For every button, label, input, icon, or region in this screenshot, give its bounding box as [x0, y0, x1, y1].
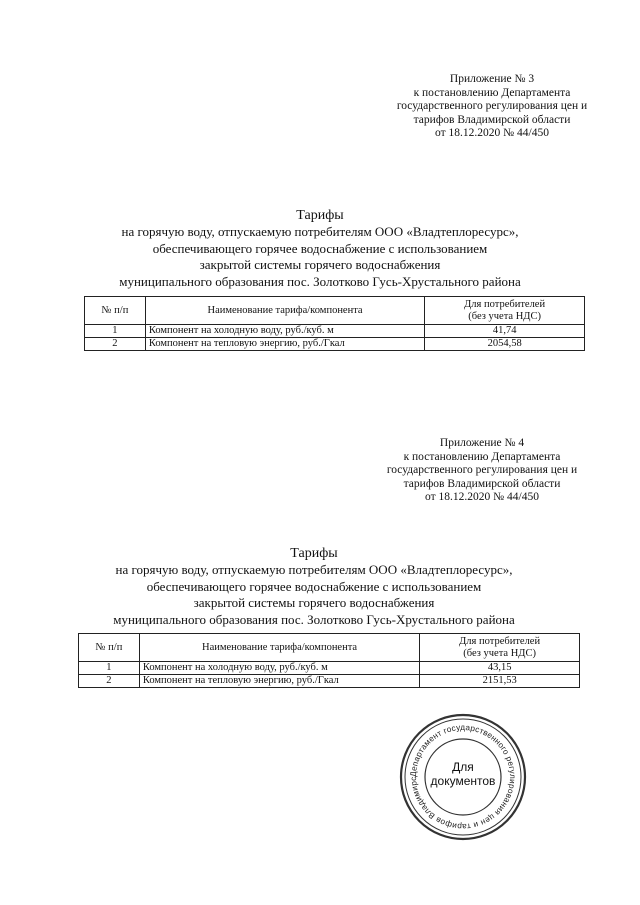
- tariff-subtitle-line: обеспечивающего горячее водоснабжение с использованием: [146, 578, 482, 594]
- row-name: Компонент на холодную воду, руб./куб. м: [139, 662, 419, 675]
- tariff-table-3: [84, 296, 585, 351]
- stamp-center: [426, 760, 500, 788]
- header-value-line2: (без учета НДС): [468, 310, 541, 322]
- appendix-4-line: тарифов Владимирской области: [403, 477, 561, 490]
- appendix-3-line: от 18.12.2020 № 44/450: [435, 127, 549, 140]
- table-header-row: [79, 634, 580, 662]
- tariff-title-3: [60, 207, 580, 290]
- row-value: 2054,58: [425, 338, 585, 351]
- row-num: 1: [79, 662, 140, 675]
- table-row: [85, 338, 585, 351]
- header-value: [425, 297, 585, 325]
- appendix-4-line: Приложение № 4: [439, 437, 525, 449]
- row-value: 41,74: [425, 325, 585, 338]
- table-row: [79, 662, 580, 675]
- header-name: Наименование тарифа/компонента: [139, 634, 419, 662]
- appendix-4-header: [372, 437, 592, 505]
- row-num: 2: [79, 675, 140, 688]
- appendix-4-line: к постановлению Департамента: [403, 450, 561, 463]
- row-value: 2151,53: [420, 675, 580, 688]
- appendix-4-line: от 18.12.2020 № 44/450: [425, 491, 539, 504]
- row-num: 2: [85, 338, 146, 351]
- row-value: 43,15: [420, 662, 580, 675]
- header-num: № п/п: [85, 297, 146, 325]
- appendix-3-line: тарифов Владимирской области: [413, 113, 571, 126]
- row-name: Компонент на тепловую энергию, руб./Гкал: [145, 338, 424, 351]
- tariff-subtitle-line: закрытой системы горячего водоснабжения: [199, 257, 441, 272]
- tariff-subtitle-line: муниципального образования пос. Золотково Гусь-Хрустального района: [119, 273, 521, 289]
- tariff-subtitle-line: муниципального образования пос. Золотково Гусь-Хрустального района: [113, 611, 515, 627]
- tariff-subtitle-line: обеспечивающего горячее водоснабжение с использованием: [152, 240, 488, 256]
- appendix-3-line: государственного регулирования цен и: [396, 100, 588, 113]
- stamp-center-line1: Для: [452, 760, 474, 774]
- table-row: [79, 675, 580, 688]
- row-name: Компонент на тепловую энергию, руб./Гкал: [139, 675, 419, 688]
- row-name: Компонент на холодную воду, руб./куб. м: [145, 325, 424, 338]
- row-num: 1: [85, 325, 146, 338]
- appendix-3-header: [382, 73, 602, 141]
- appendix-4-line: государственного регулирования цен и: [386, 464, 578, 477]
- tariff-subtitle-line: на горячую воду, отпускаемую потребителям ООО «Владтеплоресурс»,: [121, 224, 519, 239]
- tariff-subtitle-line: на горячую воду, отпускаемую потребителям ООО «Владтеплоресурс»,: [115, 562, 513, 577]
- stamp-center-line2: документов: [430, 774, 496, 788]
- tariff-subtitle-line: закрытой системы горячего водоснабжения: [193, 595, 435, 610]
- header-num: № п/п: [79, 634, 140, 662]
- header-value-line1: Для потребителей: [464, 298, 546, 310]
- tariff-table-4: [78, 633, 580, 688]
- appendix-3-line: к постановлению Департамента: [413, 86, 571, 99]
- table-row: [85, 325, 585, 338]
- header-value-line1: Для потребителей: [459, 635, 541, 647]
- tariff-heading: Тарифы: [290, 546, 338, 561]
- tariff-heading: Тарифы: [296, 208, 344, 223]
- tariff-title-4: [54, 545, 574, 628]
- appendix-3-line: Приложение № 3: [449, 73, 535, 85]
- header-value-line2: (без учета НДС): [463, 647, 536, 659]
- stamp-ring-text: Департамент государственного регулирования цен и тарифов Владимирс: [408, 722, 518, 832]
- table-header-row: [85, 297, 585, 325]
- official-stamp: [398, 712, 528, 842]
- header-name: Наименование тарифа/компонента: [145, 297, 424, 325]
- header-value: [420, 634, 580, 662]
